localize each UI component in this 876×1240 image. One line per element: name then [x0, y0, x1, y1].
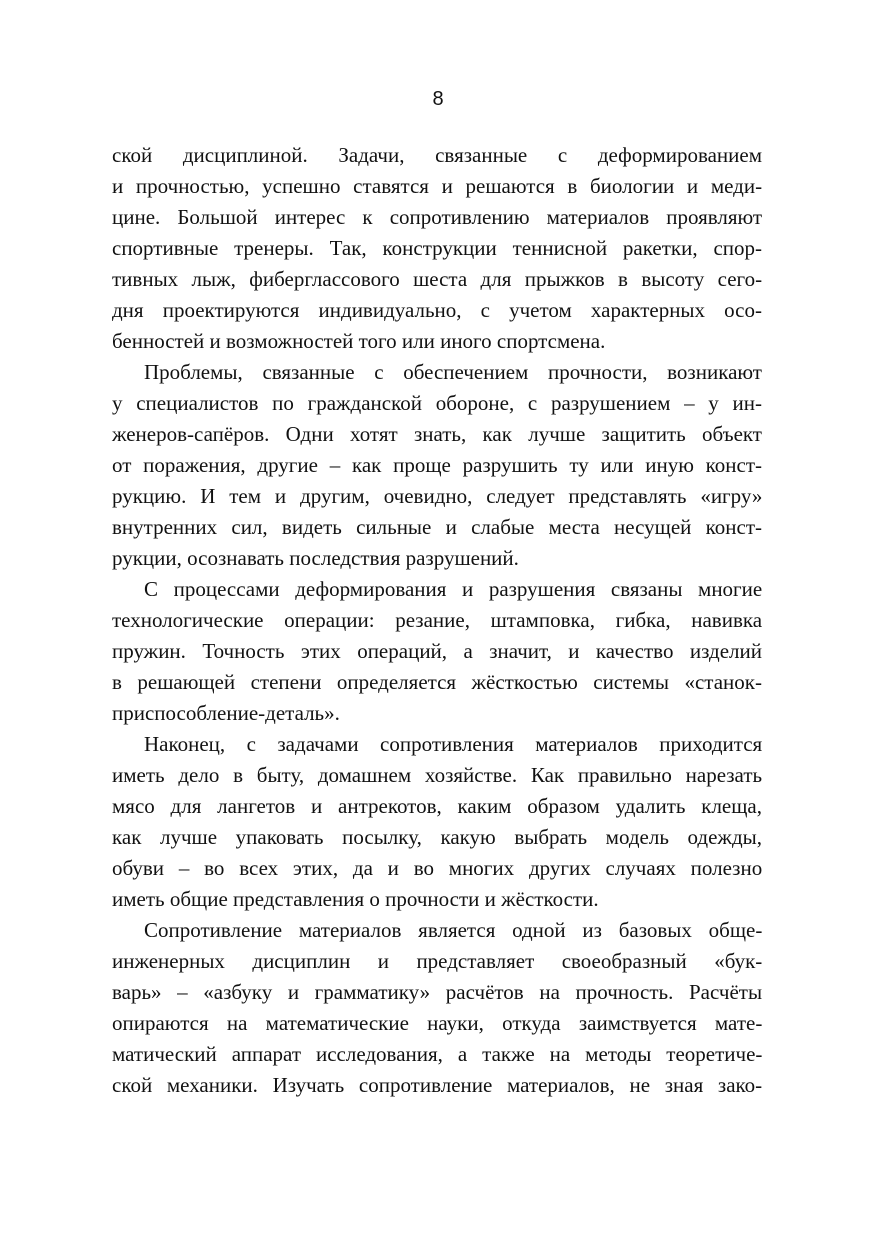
- text-line: цине. Большой интерес к сопротивлению материалов проявляют: [112, 205, 763, 229]
- text-line: и прочностью, успешно ставятся и решаются в биологии и меди-: [112, 174, 763, 198]
- text-line: рукцию. И тем и другим, очевидно, следует представлять «игру»: [112, 484, 763, 508]
- text-line: ской дисциплиной. Задачи, связанные с деформированием: [112, 143, 762, 167]
- text-line: Сопротивление материалов является одной из базовых обще-: [144, 918, 763, 942]
- text-line: технологические операции: резание, штамповка, гибка, навивка: [112, 608, 763, 632]
- text-line: ской механики. Изучать сопротивление материалов, не зная зако-: [112, 1073, 763, 1097]
- text-line: бенностей и возможностей того или иного спортсмена.: [112, 329, 606, 353]
- text-line: в решающей степени определяется жёсткостью системы «станок-: [112, 670, 762, 694]
- text-line: спортивные тренеры. Так, конструкции теннисной ракетки, спор-: [112, 236, 762, 260]
- text-line: варь» – «азбуку и грамматику» расчётов на прочность. Расчёты: [112, 980, 763, 1004]
- text-line: от поражения, другие – как проще разрушить ту или иную конст-: [112, 453, 763, 477]
- text-line: внутренних сил, видеть сильные и слабые места несущей конст-: [112, 515, 763, 539]
- paragraph: [112, 140, 762, 357]
- text-line: опираются на математические науки, откуда заимствуется мате-: [112, 1011, 763, 1035]
- text-line: мясо для лангетов и антрекотов, каким образом удалить клеща,: [112, 794, 762, 818]
- paragraph: [112, 357, 762, 574]
- text-line: приспособление-деталь».: [112, 701, 340, 725]
- text-line: дня проектируются индивидуально, с учетом характерных осо-: [112, 298, 762, 322]
- text-line: матический аппарат исследования, а также на методы теоретиче-: [112, 1042, 763, 1066]
- paragraph: [112, 574, 762, 729]
- text-line: обуви – во всех этих, да и во многих других случаях полезно: [112, 856, 763, 880]
- text-line: у специалистов по гражданской обороне, с разрушением – у ин-: [112, 391, 762, 415]
- text-line: иметь общие представления о прочности и жёсткости.: [112, 887, 599, 911]
- paragraph: [112, 729, 762, 915]
- body-text: [112, 140, 762, 1101]
- text-line: инженерных дисциплин и представляет своеобразный «бук-: [112, 949, 763, 973]
- text-line: иметь дело в быту, домашнем хозяйстве. Как правильно нарезать: [112, 763, 763, 787]
- paragraph: [112, 915, 762, 1101]
- page-number: 8: [432, 88, 444, 110]
- text-line: Наконец, с задачами сопротивления материалов приходится: [144, 732, 763, 756]
- text-line: рукции, осознавать последствия разрушений.: [112, 546, 519, 570]
- text-line: как лучше упаковать посылку, какую выбрать модель одежды,: [112, 825, 762, 849]
- text-line: женеров-сапёров. Одни хотят знать, как лучше защитить объект: [112, 422, 762, 446]
- text-line: Проблемы, связанные с обеспечением прочности, возникают: [144, 360, 762, 384]
- text-line: тивных лыж, фиберглассового шеста для прыжков в высоту сего-: [112, 267, 763, 291]
- text-line: С процессами деформирования и разрушения связаны многие: [144, 577, 763, 601]
- text-line: пружин. Точность этих операций, а значит, и качество изделий: [112, 639, 762, 663]
